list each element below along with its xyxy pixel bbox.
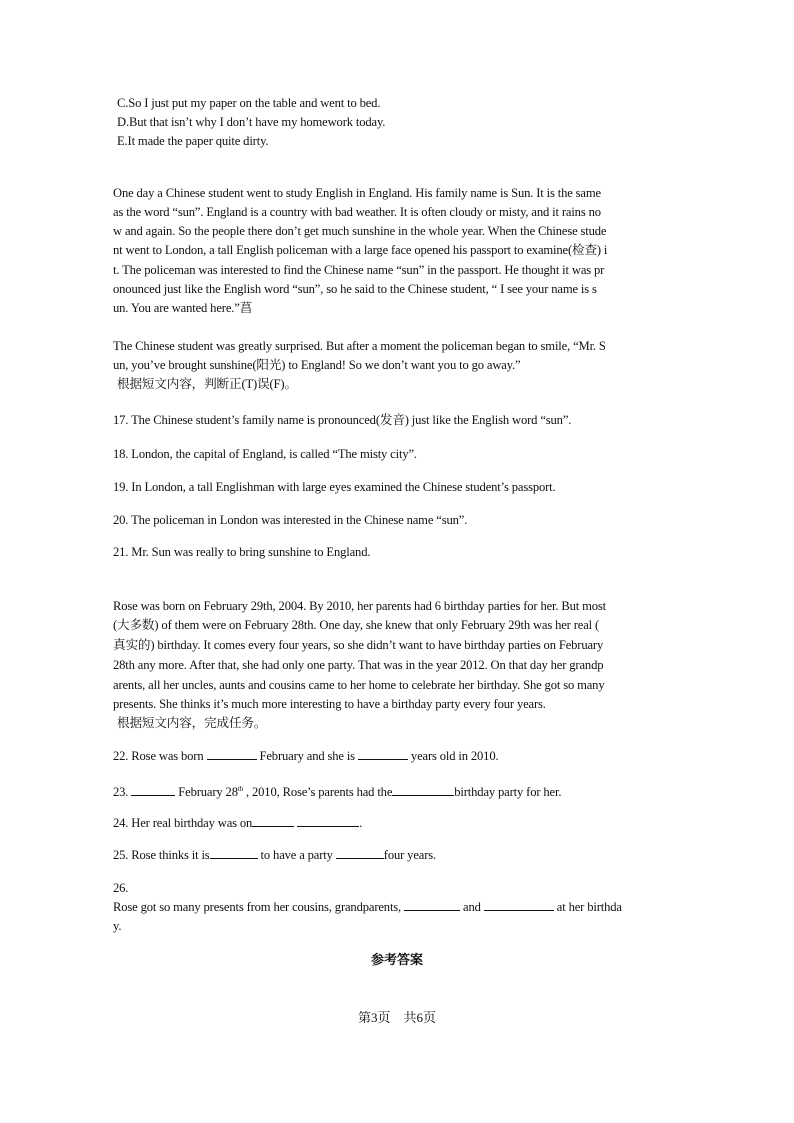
question-25: 25. Rose thinks it is to have a party four years. [113,848,436,862]
passage2-line: Rose was born on February 29th, 2004. By 2010, her parents had 6 birthday parties for her. But most [113,599,607,613]
question-23: 23. February 28th , 2010, Rose’s parents had the birthday party for her. [113,785,562,800]
passage2-line: arents, all her uncles, aunts and cousins came to her home to celebrate her birthday. She got so many [113,678,605,692]
blank[interactable] [207,748,257,760]
passage1b-line: un, you’ve brought sunshine(阳光) to England! So we don’t want you to go away.” [113,358,521,372]
passage2-line: (大多数) of them were on February 28th. One day, she knew that only February 29th was her real ( [113,618,600,632]
blank[interactable] [210,847,258,859]
passage1-line: One day a Chinese student went to study English in England. His family name is Sun. It is the same [113,186,601,200]
passage2-line: 28th any more. After that, she had only one party. That was in the year 2012. On that day her grandp [113,658,604,672]
blank[interactable] [404,899,460,911]
question-26-cont: y. [113,919,122,933]
question-26-number: 26. [113,881,129,895]
question-19: 19. In London, a tall Englishman with large eyes examined the Chinese student’s passport. [113,480,556,494]
passage1-line: t. The policeman was interested to find the Chinese name “sun” in the passport. He thought it was pr [113,263,605,277]
option-d: D.But that isn’t why I don’t have my homework today. [117,115,386,129]
passage2-line: 真实的) birthday. It comes every four years, so she didn’t want to have birthday parties on February [113,638,604,652]
passage1-line: onounced just like the English word “sun”, so he said to the Chinese student, “ I see your name is s [113,282,597,296]
blank[interactable] [131,784,175,796]
blank[interactable] [252,815,294,827]
page-footer: 第3页 共6页 [357,1010,436,1025]
question-18: 18. London, the capital of England, is called “The misty city”. [113,447,417,461]
passage1-line: un. You are wanted here.”菖 [113,301,253,315]
option-e: E.It made the paper quite dirty. [117,134,269,148]
question-24: 24. Her real birthday was on . [113,816,363,830]
instruction-fill: 根据短文内容，完成任务。 [117,716,267,730]
blank[interactable] [392,784,454,796]
question-17: 17. The Chinese student’s family name is pronounced(发音) just like the English word “sun”. [113,413,572,427]
question-26: Rose got so many presents from her cousins, grandparents, and at her birthda [113,900,622,914]
blank[interactable] [484,899,554,911]
instruction-tf: 根据短文内容，判断正(T)误(F)。 [117,377,297,391]
passage1-line: as the word “sun”. England is a country with bad weather. It is often cloudy or misty, and it rains no [113,205,601,219]
blank[interactable] [358,748,408,760]
passage1b-line: The Chinese student was greatly surprised. But after a moment the policeman began to smile, “Mr. S [113,339,606,353]
passage2-line: presents. She thinks it’s much more interesting to have a birthday party every four years. [113,697,546,711]
question-20: 20. The policeman in London was interested in the Chinese name “sun”. [113,513,468,527]
passage1-line: w and again. So the people there don’t get much sunshine in the whole year. When the Chinese stude [113,224,607,238]
question-21: 21. Mr. Sun was really to bring sunshine to England. [113,545,371,559]
question-22: 22. Rose was born February and she is years old in 2010. [113,749,499,763]
option-c: C.So I just put my paper on the table and went to bed. [117,96,381,110]
answer-title: 参考答案 [370,952,423,967]
blank[interactable] [336,847,384,859]
blank[interactable] [297,815,359,827]
passage1-line: nt went to London, a tall English policeman with a large face opened his passport to examine(检查) i [113,243,608,257]
